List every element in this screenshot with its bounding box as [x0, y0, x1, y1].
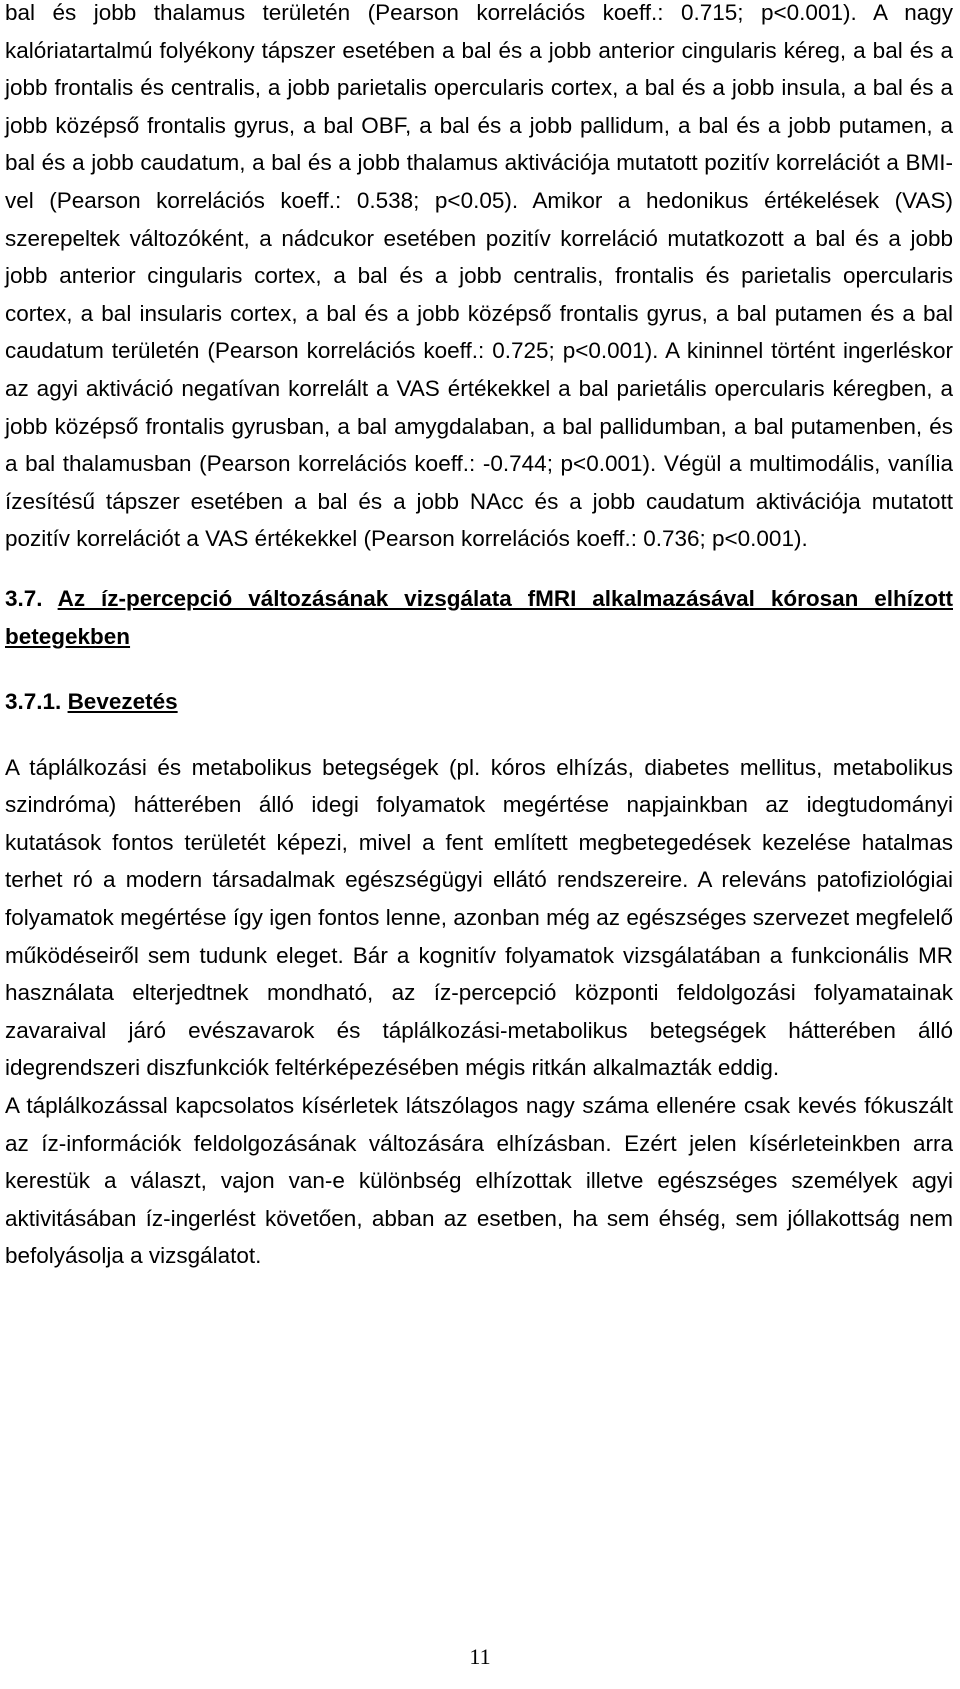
subsection-heading: [5, 683, 953, 721]
document-page: [5, 0, 953, 1275]
section-heading: [5, 580, 953, 655]
page-number: 11: [469, 1644, 491, 1669]
section-number: 3.7.: [5, 585, 43, 611]
subsection-title: Bevezetés: [67, 689, 178, 715]
body-paragraph-aim: A táplálkozással kapcsolatos kísérletek látszólagos nagy száma ellenére csak kevés fókuszált az íz-információk feldolgozásának változására elhízásban. Ezért jelen kísérleteinkben arra kerestük a választ, vajon van-e különbség elhízottak illetve egészséges személyek agyi aktivitásában íz-ingerlést követően, abban az esetben, ha sem éhség, sem jóllakottság nem befolyásolja a vizsgálatot.: [5, 1093, 953, 1269]
subsection-number: 3.7.1.: [5, 689, 62, 715]
section-title: Az íz-percepció változásának vizsgálata fMRI alkalmazásával kórosan elhízott betegekben: [5, 585, 953, 649]
body-paragraph-results: bal és jobb thalamus területén (Pearson korrelációs koeff.: 0.715; p<0.001). A nagy kalóriatartalmú folyékony tápszer esetében a bal és a jobb anterior cingularis kéreg, a bal és a jobb frontalis és centralis, a jobb parietalis opercularis cortex, a bal és a jobb insula, a bal és a jobb középső frontalis gyrus, a bal OBF, a bal és a jobb pallidum, a bal és a jobb putamen, a bal és a jobb caudatum, a bal és a jobb thalamus aktivációja mutatott pozitív korrelációt a BMI-vel (Pearson korrelációs koeff.: 0.538; p<0.05). Amikor a hedonikus értékelések (VAS) szerepeltek változóként, a nádcukor esetében pozitív korreláció mutatkozott a bal és a jobb jobb anterior cingularis cortex, a bal és a jobb centralis, frontalis és parietalis opercularis cortex, a bal insularis cortex, a bal és a jobb középső frontalis gyrus, a bal putamen és a bal caudatum területén (Pearson korrelációs koeff.: 0.725; p<0.001). A kininnel történt ingerléskor az agyi aktiváció negatívan korrelált a VAS értékekkel a bal parietális opercularis kéregben, a jobb középső frontalis gyrusban, a bal amygdalaban, a bal pallidumban, a bal putamenben, és a bal thalamusban (Pearson korrelációs koeff.: -0.744; p<0.001). Végül a multimodális, vanília ízesítésű tápszer esetében a bal és a jobb NAcc és a jobb caudatum aktivációja mutatott pozitív korrelációt a VAS értékekkel (Pearson korrelációs koeff.: 0.736; p<0.001).: [5, 0, 953, 552]
body-paragraph-introduction: A táplálkozási és metabolikus betegségek (pl. kóros elhízás, diabetes mellitus, metabolikus szindróma) hátterében álló idegi folyamatok megértése napjainkban az idegtudományi kutatások fontos területét képezi, mivel a fent említett megbetegedések kezelése hatalmas terhet ró a modern társadalmak egészségügyi ellátó rendszereire. A releváns patofiziológiai folyamatok megértése így igen fontos lenne, azonban még az egészséges szervezet megfelelő működéseiről sem tudunk eleget. Bár a kognitív folyamatok vizsgálatában a funkcionális MR használata elterjedtnek mondható, az íz-percepció központi feldolgozási folyamatainak zavaraival járó evészavarok és táplálkozási-metabolikus betegségek hátterében álló idegrendszeri diszfunkciók feltérképezésében mégis ritkán alkalmazták eddig.: [5, 754, 953, 1081]
